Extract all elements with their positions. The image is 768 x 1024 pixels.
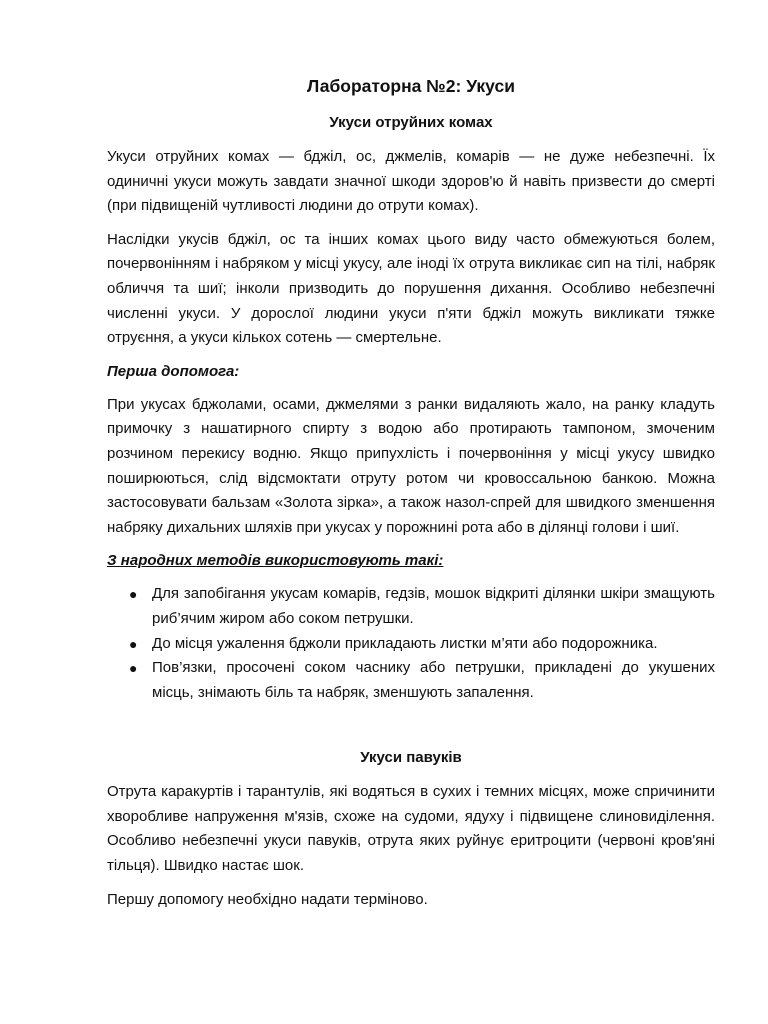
section-heading-insects: Укуси отруйних комах [329,114,493,131]
section-heading-spiders: Укуси павуків [360,749,462,767]
paragraph-insects-intro: Укуси отруйних комах — бджіл, ос, джмелів, комарів — не дуже небезпечні. Їх одиничні укуси можуть завдати значної шкоди здоров'ю й навіть призвести до смерті (при підвищеній чутливості людини до отрути комах). [107,148,715,215]
paragraph-insects-consequences: Наслідки укусів бджіл, ос та інших комах цього виду часто обмежуються болем, почервонінням і набряком у місці укусу, але іноді їх отрута викликає сип на тілі, набряк обличчя та шиї; інколи призводить до порушення дихання. Особливо небезпечні численні укуси. У дорослої людини укуси п'яти бджіл можуть викликати тяжке отруєння, а укуси кількох сотень — смертельне. [107,230,715,347]
document-page [107,74,715,921]
list-item-text: Пов’язки, просочені соком часнику або петрушки, прикладені до укушених місць, знімають біль та набряк, зменшують запалення. [152,659,715,701]
list-item [107,632,715,657]
bullet-icon: ● [129,635,138,652]
section-spacer [107,705,715,747]
list-item [107,656,715,705]
folk-methods-list [107,582,715,705]
list-item-text: До місця ужалення бджоли прикладають листки м’яти або подорожника. [152,634,658,652]
list-item [107,582,715,631]
folk-methods-heading [107,549,715,573]
paragraph-spiders-first-aid: Першу допомогу необхідно надати терміново. [107,890,428,908]
bullet-icon: ● [129,660,138,677]
page-title: Лабораторна №2: Укуси [307,76,515,96]
first-aid-heading: Перша допомога: [107,362,240,380]
list-item-text: Для запобігання укусам комарів, гедзів, мошок відкриті ділянки шкіри змащують риб’ячим жиром або соком петрушки. [152,585,715,627]
paragraph-first-aid: При укусах бджолами, осами, джмелями з ранки видаляють жало, на ранку кладуть примочку з нашатирного спирту з водою або протирають тампоном, змоченим розчином перекису водню. Якщо припухлість і почервоніння у місці укусу швидко поширюються, слід відсмоктати отруту ротом чи кровоссальною банкою. Можна застосовувати бальзам «Золота зірка», а також назол-спрей для швидкого зменшення набряку дихальних шляхів при укусах у порожнині рота або в ділянці голови і шиї. [107,395,715,536]
paragraph-spiders: Отрута каракуртів і тарантулів, які водяться в сухих і темних місцях, може спричинити хворобливе напруження м'язів, схоже на судоми, ядуху і підвищене слиновиділення. Особливо небезпечні укуси павуків, отрута яких руйнує еритроцити (червоні кров'яні тільця). Швидко настає шок. [107,783,715,875]
folk-methods-heading-text: З народних методів використовують такі: [107,552,444,570]
bullet-icon: ● [129,586,138,603]
